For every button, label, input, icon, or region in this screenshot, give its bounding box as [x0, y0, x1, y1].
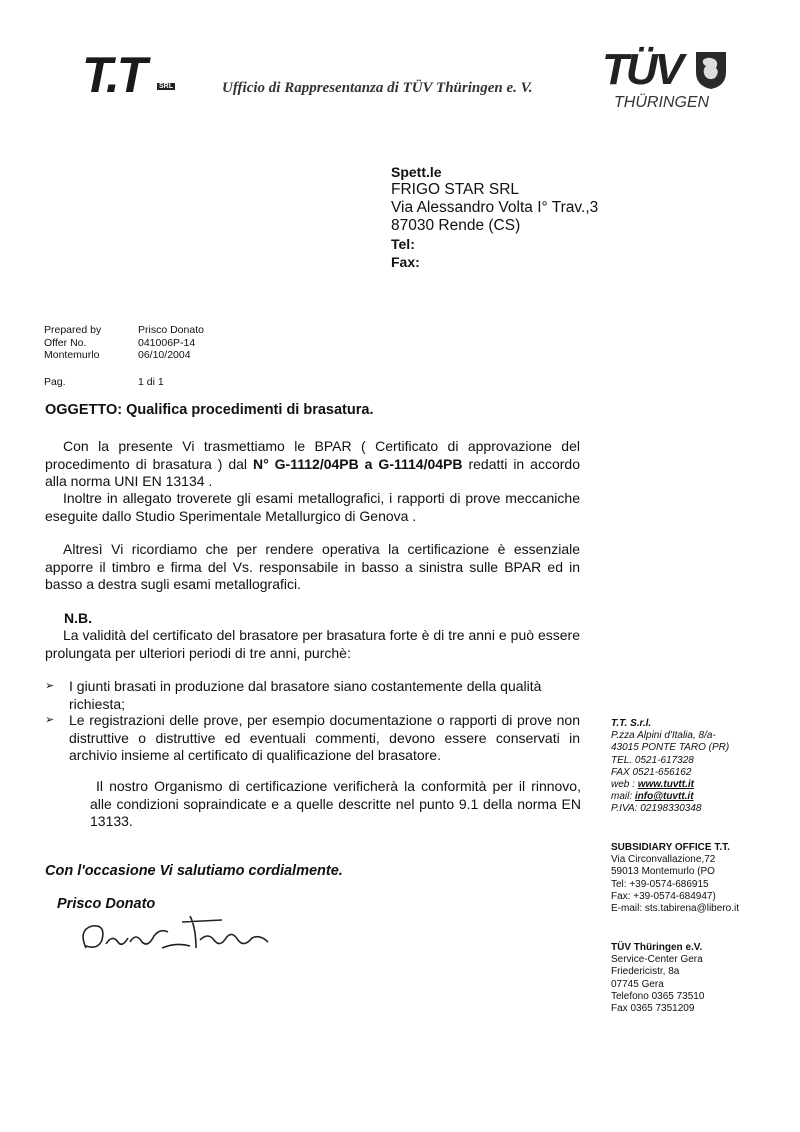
signature-image [72, 908, 282, 958]
paragraph-bpar-text: Con la presente Vi trasmettiamo le BPAR ( Certificato di approvazione del procedimento di brasatura ) dal [45, 438, 580, 472]
offer-value: 041006P-14 [138, 336, 196, 349]
web-label: web : [611, 779, 638, 791]
signer-name: Prisco Donato [57, 896, 156, 912]
prepared-value: Prisco Donato [138, 324, 204, 336]
sidebar-tuv-name: TÜV Thüringen e.V. [611, 942, 703, 953]
page-value: 1 di 1 [138, 376, 164, 388]
bullet-text: I giunti brasati in produzione dal brasatore siano costantemente della qualità richiesta; [69, 678, 542, 712]
meta-labels [44, 324, 101, 362]
list-item [45, 712, 580, 765]
sidebar-tt-line: FAX 0521-656162 [611, 766, 692, 778]
mail-label: mail: [611, 791, 635, 803]
paragraph-bpar-norm: redatti in accordo alla norma UNI EN 13134 . [45, 455, 580, 489]
sidebar-tt-line: 43015 PONTE TARO (PR) [611, 742, 730, 754]
place-label: Montemurlo [44, 349, 100, 361]
sidebar-tt-piva: P.IVA: 02198330348 [611, 803, 702, 815]
sidebar-subsidiary [611, 842, 739, 915]
tuv-logo-sub: THÜRINGEN [614, 94, 710, 111]
date-value: 06/10/2004 [138, 349, 191, 361]
sidebar-tt-line: P.zza Alpini d'Italia, 8/a- [611, 730, 716, 742]
sidebar-tt-mail-row [611, 791, 729, 803]
bpar-range: N° G-1112/04PB a G-1114/04PB [253, 455, 463, 472]
paragraph-renewal: Il nostro Organismo di certificazione verificherà la conformità per il rinnovo, alle condizioni sopraindicate e a quelle descritte nel punto 9.1 della norma EN 13133. [90, 778, 581, 829]
sidebar-tuv-line: Fax 0365 7351209 [611, 1003, 695, 1015]
sidebar-tt-web-row [611, 779, 729, 791]
closing-line: Con l'occasione Vi salutiamo cordialmente. [45, 863, 343, 879]
tt-logo-text: T.T [82, 47, 145, 103]
office-line: Ufficio di Rappresentanza di TÜV Thüringen e. V. [222, 80, 533, 96]
sidebar-tt-name: T.T. S.r.l. [611, 718, 652, 729]
recipient-street: Via Alessandro Volta I° Trav.,3 [391, 199, 599, 216]
list-item [45, 678, 580, 713]
recipient-city: 87030 Rende (CS) [391, 217, 521, 234]
paragraph-validity: La validità del certificato del brasatore per brasatura forte è di tre anni e può essere prolungata per ulteriori periodi di tre anni, purchè: [45, 627, 580, 661]
paragraph-reminder: Altresì Vi ricordiamo che per rendere operativa la certificazione è essenziale apporre il timbro e firma del Vs. responsabile in basso a sinistra sulle BPAR ed in basso a destra sugli esami metallografici. [45, 541, 580, 592]
sidebar-tuv [611, 942, 704, 1015]
subject-line: OGGETTO: Qualifica procedimenti di brasatura. [45, 402, 374, 418]
lion-crest-icon [694, 50, 728, 90]
recipient-tel: Tel: [391, 236, 415, 252]
arrow-bullet-icon: ➢ [45, 680, 55, 692]
sidebar-tuv-line: Telefono 0365 73510 [611, 990, 705, 1002]
sidebar-subsidiary-line: Fax: +39-0574-684947) [611, 890, 716, 902]
nb-label: N.B. [64, 610, 92, 626]
recipient-company: FRIGO STAR SRL [391, 181, 520, 198]
recipient-fax: Fax: [391, 254, 420, 270]
salutation: Spett.le [391, 164, 442, 180]
sidebar-tuv-line: Friedericistr, 8a [611, 966, 680, 978]
recipient-block [391, 163, 598, 271]
sidebar-subsidiary-line: E-mail: sts.tabirena@libero.it [611, 903, 739, 915]
sidebar-subsidiary-line: Via Circonvallazione,72 [611, 854, 716, 866]
bullet-text: Le registrazioni delle prove, per esempio documentazione o rapporti di prove non distruttive o distruttive ed eventuali commenti, devono essere conservati in archivio insieme al certificato di qualificazione del brasatore. [69, 712, 580, 763]
tt-logo [82, 47, 173, 103]
page-label: Pag. [44, 376, 66, 388]
prepared-label: Prepared by [44, 324, 102, 336]
paragraph-bpar [45, 438, 580, 491]
sidebar-subsidiary-name: SUBSIDIARY OFFICE T.T. [611, 842, 730, 853]
sidebar-tuv-line: 07745 Gera [611, 978, 664, 990]
tt-logo-badge: SRL [159, 83, 173, 90]
sidebar-subsidiary-line: 59013 Montemurlo (PO [611, 866, 715, 878]
tuv-logo [602, 45, 732, 118]
meta-values [138, 324, 204, 362]
web-link[interactable]: www.tuvtt.it [637, 779, 694, 791]
arrow-bullet-icon: ➢ [45, 714, 55, 726]
sidebar-tuv-line: Service-Center Gera [611, 954, 703, 966]
sidebar-tt-line: TEL. 0521-617328 [611, 754, 694, 766]
mail-link[interactable]: info@tuvtt.it [634, 791, 694, 803]
sidebar-tt [611, 718, 729, 816]
offer-label: Offer No. [44, 336, 87, 349]
tuv-logo-word: TÜV [602, 45, 681, 94]
paragraph-attachments: Inoltre in allegato troverete gli esami metallografici, i rapporti di prove meccaniche eseguite dallo Studio Sperimentale Metallurgico di Genova . [45, 490, 580, 524]
sidebar-subsidiary-line: Tel: +39-0574-686915 [611, 878, 709, 890]
